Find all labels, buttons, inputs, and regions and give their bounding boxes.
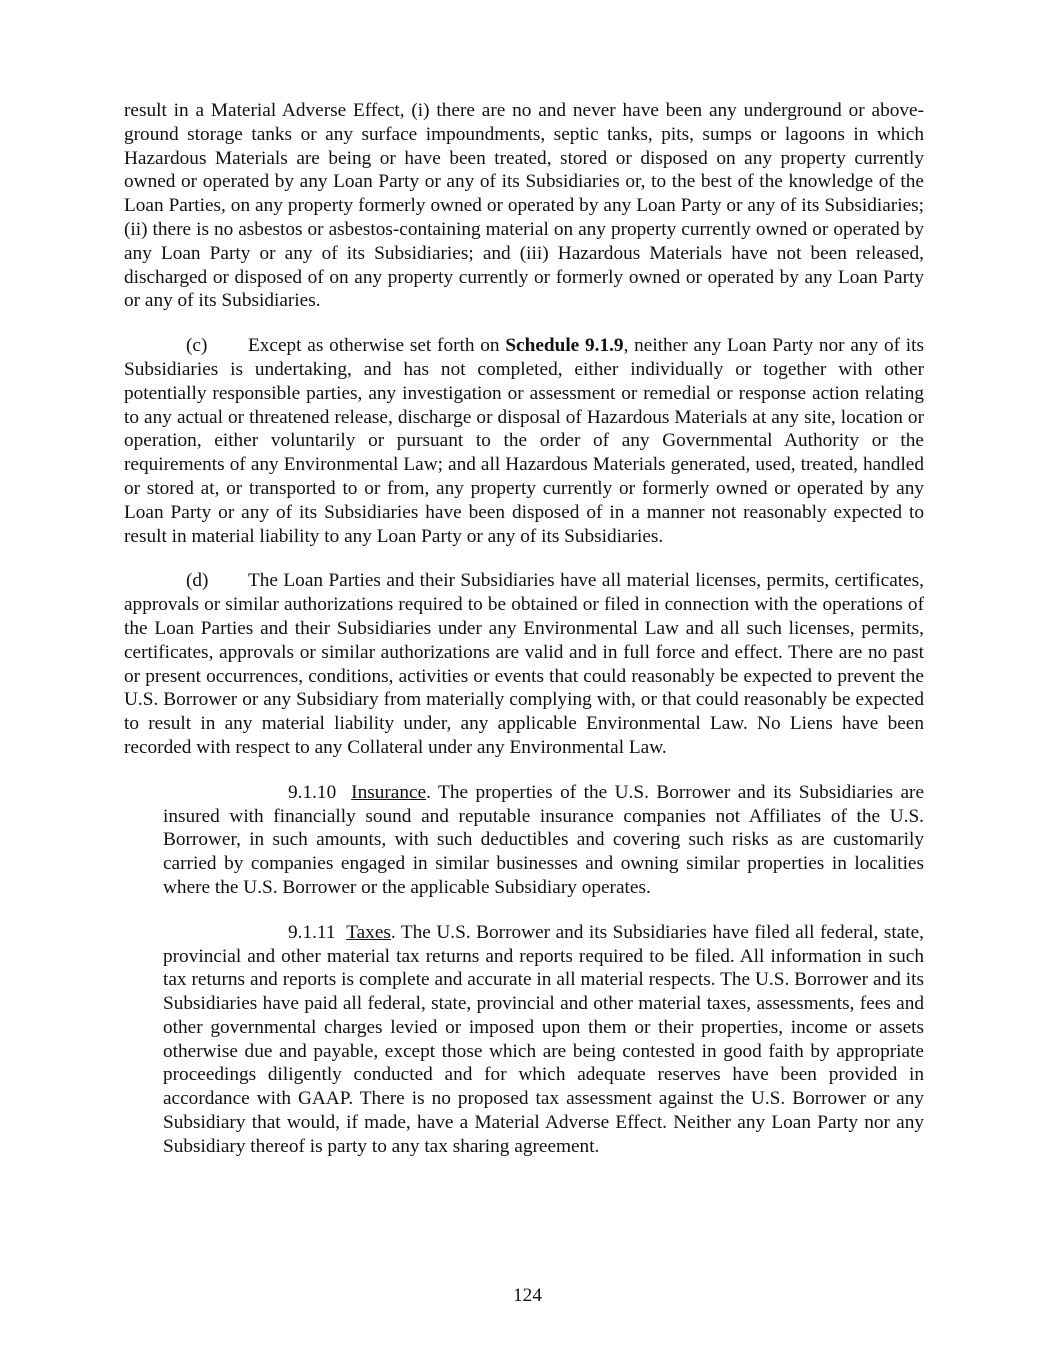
schedule-reference: Schedule 9.1.9 <box>505 335 624 357</box>
page-number: 124 <box>513 1285 542 1306</box>
paragraph-c-text-after: , neither any Loan Party nor any of its Subsidiaries is undertaking, and has not completed, either individually or together with other potentially responsible parties, any investigation or assessment or remedial or response action relating to any actual or threatened release, discharge or disposal of Hazardous Materials at any site, location or operation, either voluntarily or pursuant to the order of any Governmental Authority or the requirements of any Environmental Law; and all Hazardous Materials generated, used, treated, handled or stored at, or transported to or from, any property currently or formerly owned or operated by any Loan Party or any of its Subsidiaries have been disposed of in a manner not reasonably expected to result in material liability to any Loan Party or any of its Subsidiaries. <box>124 335 924 547</box>
section-9-1-10-number: 9.1.10 <box>288 781 337 803</box>
continuation-paragraph: result in a Material Adverse Effect, (i) there are no and never have been any underground or above-ground storage tanks or any surface impoundments, septic tanks, pits, sumps or lagoons in which Hazardous Materials are being or have been treated, stored or disposed on any property currently owned or operated by any Loan Party or any of its Subsidiaries or, to the best of the knowledge of the Loan Parties, on any property formerly owned or operated by any Loan Party or any of its Subsidiaries; (ii) there is no asbestos or asbestos-containing material on any property currently owned or operated by any Loan Party or any of its Subsidiaries; and (iii) Hazardous Materials have not been released, discharged or disposed of on any property currently or formerly owned or operated by any Loan Party or any of its Subsidiaries. <box>124 100 924 312</box>
paragraph-c <box>124 334 924 548</box>
paragraph-c-label: (c) <box>186 335 208 357</box>
section-9-1-11-text: . The U.S. Borrower and its Subsidiaries have filed all federal, state, provincial and other material tax returns and reports required to be filed. All information in such tax returns and reports is complete and accurate in all material respects. The U.S. Borrower and its Subsidiaries have paid all federal, state, provincial and other material taxes, assessments, fees and other governmental charges levied or imposed upon them or their properties, income or assets otherwise due and payable, except those which are being contested in good faith by appropriate proceedings diligently conducted and for which adequate reserves have been provided in accordance with GAAP. There is no proposed tax assessment against the U.S. Borrower or any Subsidiary that would, if made, have a Material Adverse Effect. Neither any Loan Party nor any Subsidiary thereof is party to any tax sharing agreement. <box>163 921 924 1157</box>
section-9-1-11-number: 9.1.11 <box>288 921 336 943</box>
section-9-1-10-text: . The properties of the U.S. Borrower and its Subsidiaries are insured with financially sound and reputable insurance companies not Affiliates of the U.S. Borrower, in such amounts, with such deductibles and covering such risks as are customarily carried by companies engaged in similar businesses and owning similar properties in localities where the U.S. Borrower or the applicable Subsidiary operates. <box>163 781 924 898</box>
paragraph-c-text-before: Except as otherwise set forth on <box>248 335 506 357</box>
section-9-1-10 <box>163 781 924 900</box>
paragraph-d-text: The Loan Parties and their Subsidiaries have all material licenses, permits, certificates, approvals or similar authorizations required to be obtained or filed in connection with the operations of the Loan Parties and their Subsidiaries under any Environmental Law and all such licenses, permits, certificates, approvals or similar authorizations are valid and in full force and effect. There are no past or present occurrences, conditions, activities or events that could reasonably be expected to prevent the U.S. Borrower or any Subsidiary from materially complying with, or that could reasonably be expected to result in any material liability under, any applicable Environmental Law. No Liens have been recorded with respect to any Collateral under any Environmental Law. <box>124 570 924 758</box>
paragraph-d <box>124 569 924 759</box>
document-page <box>124 99 924 1180</box>
section-9-1-10-heading: Insurance <box>351 781 427 803</box>
paragraph-d-label: (d) <box>186 570 209 592</box>
section-9-1-11-heading: Taxes <box>346 921 391 943</box>
section-9-1-11 <box>163 921 924 1159</box>
